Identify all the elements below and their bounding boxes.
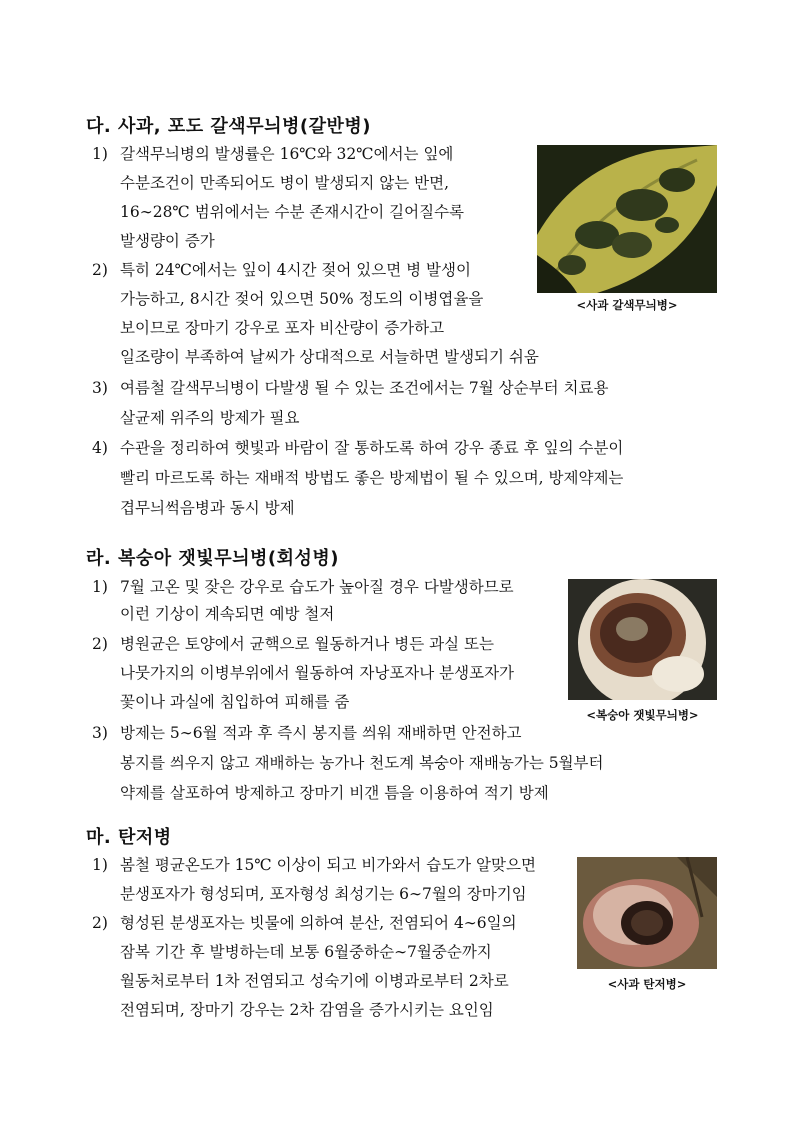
text-line: 봄철 평균온도가 15℃ 이상이 되고 비가와서 습도가 알맞으면 — [120, 856, 536, 874]
item-number: 2) — [92, 914, 108, 932]
text-line: 병원균은 토양에서 균핵으로 월동하거나 병든 과실 또는 — [120, 635, 494, 653]
item-number: 1) — [92, 578, 108, 596]
text-line: 방제는 5∼6월 적과 후 즉시 봉지를 씌워 재배하면 안전하고 — [120, 724, 522, 742]
item-number: 1) — [92, 856, 108, 874]
text-line: 형성된 분생포자는 빗물에 의하여 분산, 전염되어 4∼6일의 — [120, 914, 517, 932]
peach-brown-rot-photo — [568, 579, 717, 700]
text-line: 겹무늬썩음병과 동시 방제 — [120, 499, 295, 517]
text-line: 16∼28℃ 범위에서는 수분 존재시간이 길어질수록 — [120, 203, 465, 221]
apple-anthracnose-photo — [577, 857, 717, 969]
section-heading-brown-spot: 다. 사과, 포도 갈색무늬병(갈반병) — [86, 116, 371, 137]
item-number: 3) — [92, 379, 108, 397]
text-line: 전염되며, 장마기 강우는 2차 감염을 증가시키는 요인임 — [120, 1001, 494, 1019]
text-line: 여름철 갈색무늬병이 다발생 될 수 있는 조건에서는 7월 상순부터 치료용 — [120, 379, 609, 397]
photo-caption: <사과 갈색무늬병> — [576, 298, 678, 312]
text-line: 꽃이나 과실에 침입하여 피해를 줌 — [120, 693, 350, 711]
photo-caption: <사과 탄저병> — [607, 977, 687, 991]
item-number: 2) — [92, 261, 108, 279]
item-number: 4) — [92, 439, 108, 457]
text-line: 특히 24℃에서는 잎이 4시간 젖어 있으면 병 발생이 — [120, 261, 471, 279]
text-line: 수관을 정리하여 햇빛과 바람이 잘 통하도록 하여 강우 종료 후 잎의 수분이 — [120, 439, 624, 457]
text-line: 빨리 마르도록 하는 재배적 방법도 좋은 방제법이 될 수 있으며, 방제약제는 — [120, 469, 624, 487]
text-line: 보이므로 장마기 강우로 포자 비산량이 증가하고 — [120, 319, 445, 337]
text-line: 갈색무늬병의 발생률은 16℃와 32℃에서는 잎에 — [120, 145, 454, 163]
section-heading-peach-brown-rot: 라. 복숭아 잿빛무늬병(회성병) — [86, 548, 339, 569]
section-heading-anthracnose: 마. 탄저병 — [86, 827, 172, 848]
text-line: 발생량이 증가 — [120, 232, 215, 250]
text-line: 가능하고, 8시간 젖어 있으면 50% 정도의 이병엽율을 — [120, 290, 484, 308]
item-number: 1) — [92, 145, 108, 163]
text-line: 수분조건이 만족되어도 병이 발생되지 않는 반면, — [120, 174, 450, 192]
item-number: 2) — [92, 635, 108, 653]
photo-caption: <복숭아 잿빛무늬병> — [586, 708, 699, 722]
apple-brown-spot-photo — [537, 145, 717, 293]
text-line: 살균제 위주의 방제가 필요 — [120, 409, 300, 427]
text-line: 7월 고온 및 잦은 강우로 습도가 높아질 경우 다발생하므로 — [120, 578, 514, 596]
item-number: 3) — [92, 724, 108, 742]
text-line: 분생포자가 형성되며, 포자형성 최성기는 6∼7월의 장마기임 — [120, 885, 527, 903]
text-line: 일조량이 부족하여 날씨가 상대적으로 서늘하면 발생되기 쉬움 — [120, 348, 539, 366]
text-line: 월동처로부터 1차 전염되고 성숙기에 이병과로부터 2차로 — [120, 972, 509, 990]
text-line: 봉지를 씌우지 않고 재배하는 농가나 천도계 복숭아 재배농가는 5월부터 — [120, 754, 604, 772]
text-line: 약제를 살포하여 방제하고 장마기 비갠 틈을 이용하여 적기 방제 — [120, 784, 549, 802]
text-line: 나뭇가지의 이병부위에서 월동하여 자낭포자나 분생포자가 — [120, 664, 515, 682]
text-line: 잠복 기간 후 발병하는데 보통 6월중하순∼7월중순까지 — [120, 943, 492, 961]
text-line: 이런 기상이 계속되면 예방 철저 — [120, 605, 335, 623]
